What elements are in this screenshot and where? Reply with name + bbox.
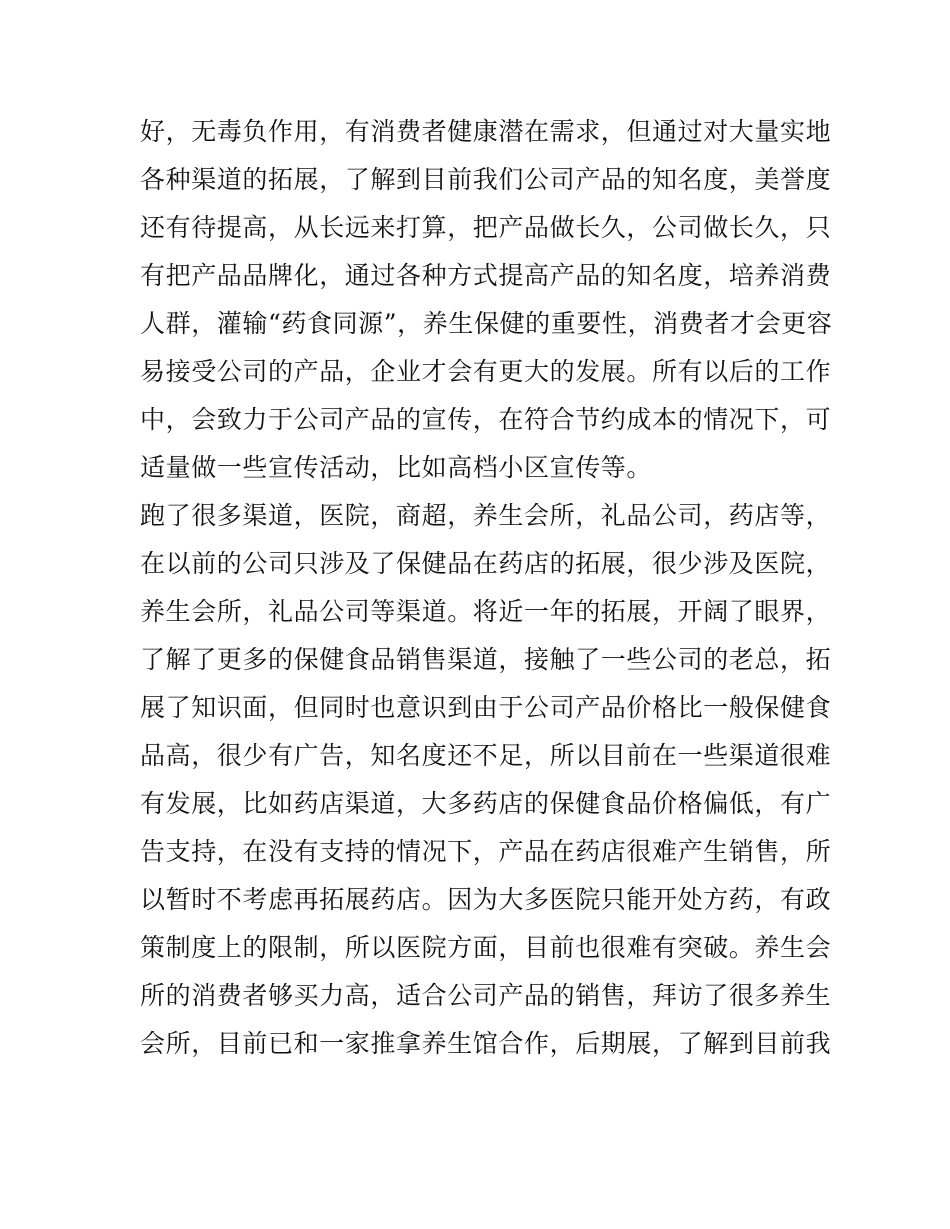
paragraph-1 — [140, 108, 833, 492]
body-text — [140, 108, 833, 1068]
text-line: 品高，很少有广告，知名度还不足，所以目前在一些渠道很难 — [140, 741, 832, 770]
text-line: 有把产品品牌化，通过各种方式提高产品的知名度，培养消费 — [140, 261, 832, 290]
text-line: 易接受公司的产品，企业才会有更大的发展。所有以后的工作 — [140, 357, 832, 386]
text-line: 告支持，在没有支持的情况下，产品在药店很难产生销售，所 — [140, 837, 832, 866]
text-line: 展了知识面，但同时也意识到由于公司产品价格比一般保健食 — [140, 693, 832, 722]
text-line: 各种渠道的拓展，了解到目前我们公司产品的知名度，美誉度 — [140, 165, 832, 194]
text-line: 中，会致力于公司产品的宣传，在符合节约成本的情况下，可 — [140, 405, 832, 434]
text-line: 跑了很多渠道，医院，商超，养生会所，礼品公司，药店等， — [140, 501, 832, 530]
text-line: 适量做一些宣传活动，比如高档小区宣传等。 — [140, 453, 653, 482]
text-line: 策制度上的限制，所以医院方面，目前也很难有突破。养生会 — [140, 933, 832, 962]
paragraph-2 — [140, 492, 832, 1068]
text-line: 养生会所，礼品公司等渠道。将近一年的拓展，开阔了眼界， — [140, 597, 832, 626]
text-line: 了解了更多的保健食品销售渠道，接触了一些公司的老总，拓 — [140, 645, 832, 674]
text-line: 还有待提高，从长远来打算，把产品做长久，公司做长久，只 — [140, 213, 832, 242]
text-line: 会所，目前已和一家推拿养生馆合作，后期展，了解到目前我 — [140, 1029, 832, 1058]
text-line: 所的消费者够买力高，适合公司产品的销售，拜访了很多养生 — [140, 981, 832, 1010]
text-line: 好，无毒负作用，有消费者健康潜在需求，但通过对大量实地 — [140, 117, 832, 146]
text-line: 人群，灌输“药食同源”，养生保健的重要性，消费者才会更容 — [140, 309, 833, 338]
text-line: 以暂时不考虑再拓展药店。因为大多医院只能开处方药，有政 — [140, 885, 832, 914]
text-line: 有发展，比如药店渠道，大多药店的保健食品价格偏低，有广 — [140, 789, 832, 818]
text-line: 在以前的公司只涉及了保健品在药店的拓展，很少涉及医院， — [140, 549, 832, 578]
